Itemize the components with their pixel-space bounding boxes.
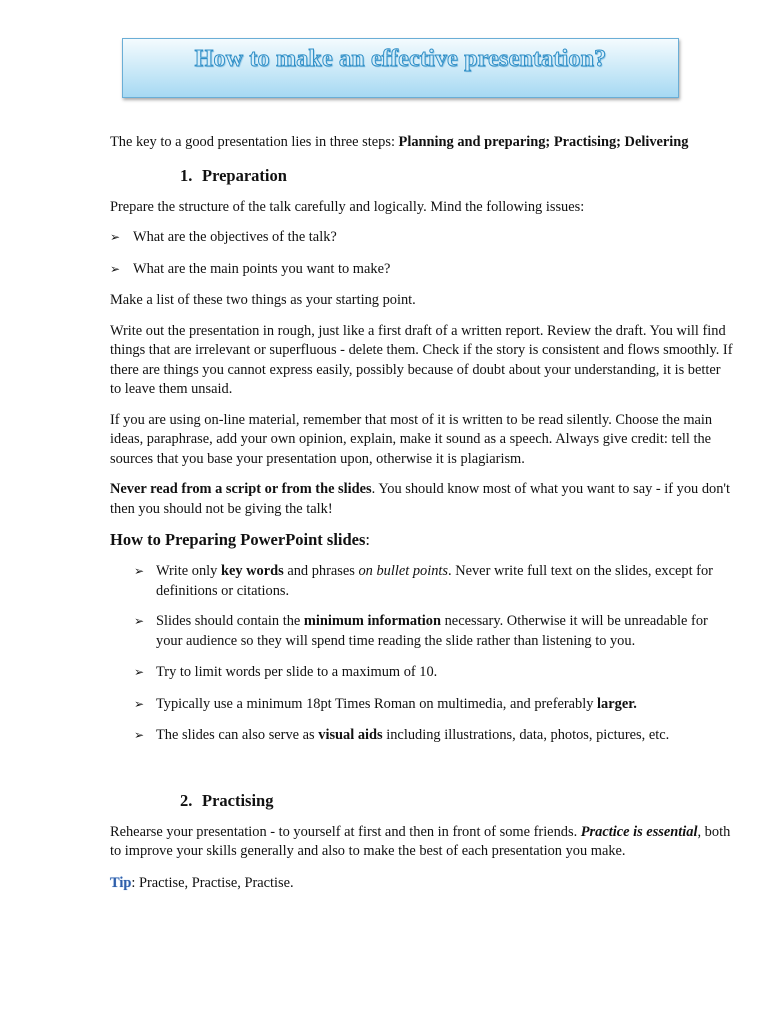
tip-text: : Practise, Practise, Practise. — [131, 874, 294, 891]
list-item — [134, 562, 735, 601]
document-body — [110, 133, 735, 893]
list-note: Make a list of these two things as your starting point. — [110, 292, 416, 308]
practice-essential: Practice is essential — [580, 823, 698, 840]
rehearse-paragraph: Rehearse your presentation - to yourself at first and then in front of some friends. Practice is essential, both to improve your skills generally and also to make the best of each presentation you make. — [110, 823, 731, 859]
online-material-paragraph: If you are using on-line material, remember that most of it is written to be read silently. Choose the main ideas, paraphrase, add your own opinion, explain, make it sound as a speech. Always give credit: tell the sources that you base your presentation upon, otherwise it is plagiarism. — [110, 411, 713, 467]
intro-text: The key to a good presentation lies in three steps: — [110, 134, 399, 150]
preparation-intro: Prepare the structure of the talk carefully and logically. Mind the following issues: — [110, 198, 585, 215]
never-read-bold: Never read from a script or from the slides — [110, 481, 372, 497]
list-item-text: Try to limit words per slide to a maximum of 10. — [156, 664, 438, 680]
arrowhead-bullet-icon: ➢ — [110, 261, 121, 276]
list-item-text: Slides should contain the minimum information necessary. Otherwise it will be unreadable for your audience so they will spend time reading the slide rather than listening to you. — [156, 613, 708, 649]
list-item-text: Write only key words and phrases on bullet points. Never write full text on the slides, except for definitions or citations. — [156, 563, 713, 599]
section-number: 2. — [180, 790, 193, 810]
section-number: 1. — [180, 165, 193, 185]
list-item-text: What are the objectives of the talk? — [133, 229, 337, 245]
arrowhead-bullet-icon: ➢ — [134, 665, 145, 679]
tip-label: Tip — [110, 874, 132, 891]
document-title: How to make an effective presentation? — [194, 45, 607, 72]
arrowhead-bullet-icon: ➢ — [134, 614, 145, 628]
list-item — [110, 228, 735, 248]
never-read-text: . You should know most of what you want to say - if you don't then you should not be giving the talk! — [110, 481, 731, 517]
list-item — [134, 612, 735, 651]
slides-heading-colon: : — [365, 530, 371, 549]
list-item-text: Typically use a minimum 18pt Times Roman on multimedia, and preferably larger. — [156, 695, 637, 712]
arrowhead-bullet-icon: ➢ — [134, 696, 145, 711]
section-heading-practising — [180, 790, 735, 812]
slides-heading-text: How to Preparing PowerPoint slides — [110, 530, 366, 549]
title-banner — [122, 38, 679, 98]
intro-paragraph — [110, 133, 735, 153]
never-read-paragraph — [110, 480, 735, 519]
intro-steps: Planning and preparing; Practising; Delivering — [398, 134, 689, 150]
list-item — [134, 695, 735, 715]
section-title: Preparation — [202, 165, 287, 185]
section-heading-preparation — [180, 165, 735, 187]
slides-heading — [110, 529, 735, 551]
draft-paragraph: Write out the presentation in rough, just like a first draft of a written report. Review the draft. You will find things that are irrelevant or superfluous - delete them. Check if the story is consistent and flows smoothly. If there are things you cannot express easily, possibly because of doubt about your understanding, it is better to leave them unsaid. — [110, 322, 733, 397]
arrowhead-bullet-icon: ➢ — [110, 230, 121, 244]
list-item — [110, 260, 735, 280]
section-title: Practising — [202, 790, 274, 810]
arrowhead-bullet-icon: ➢ — [134, 728, 145, 742]
list-item-text: What are the main points you want to make? — [133, 260, 391, 277]
arrowhead-bullet-icon: ➢ — [134, 564, 145, 578]
tip-line — [110, 874, 735, 894]
list-item — [134, 726, 735, 746]
list-item-text: The slides can also serve as visual aids including illustrations, data, photos, pictures, etc. — [156, 727, 670, 743]
list-item — [134, 663, 735, 683]
